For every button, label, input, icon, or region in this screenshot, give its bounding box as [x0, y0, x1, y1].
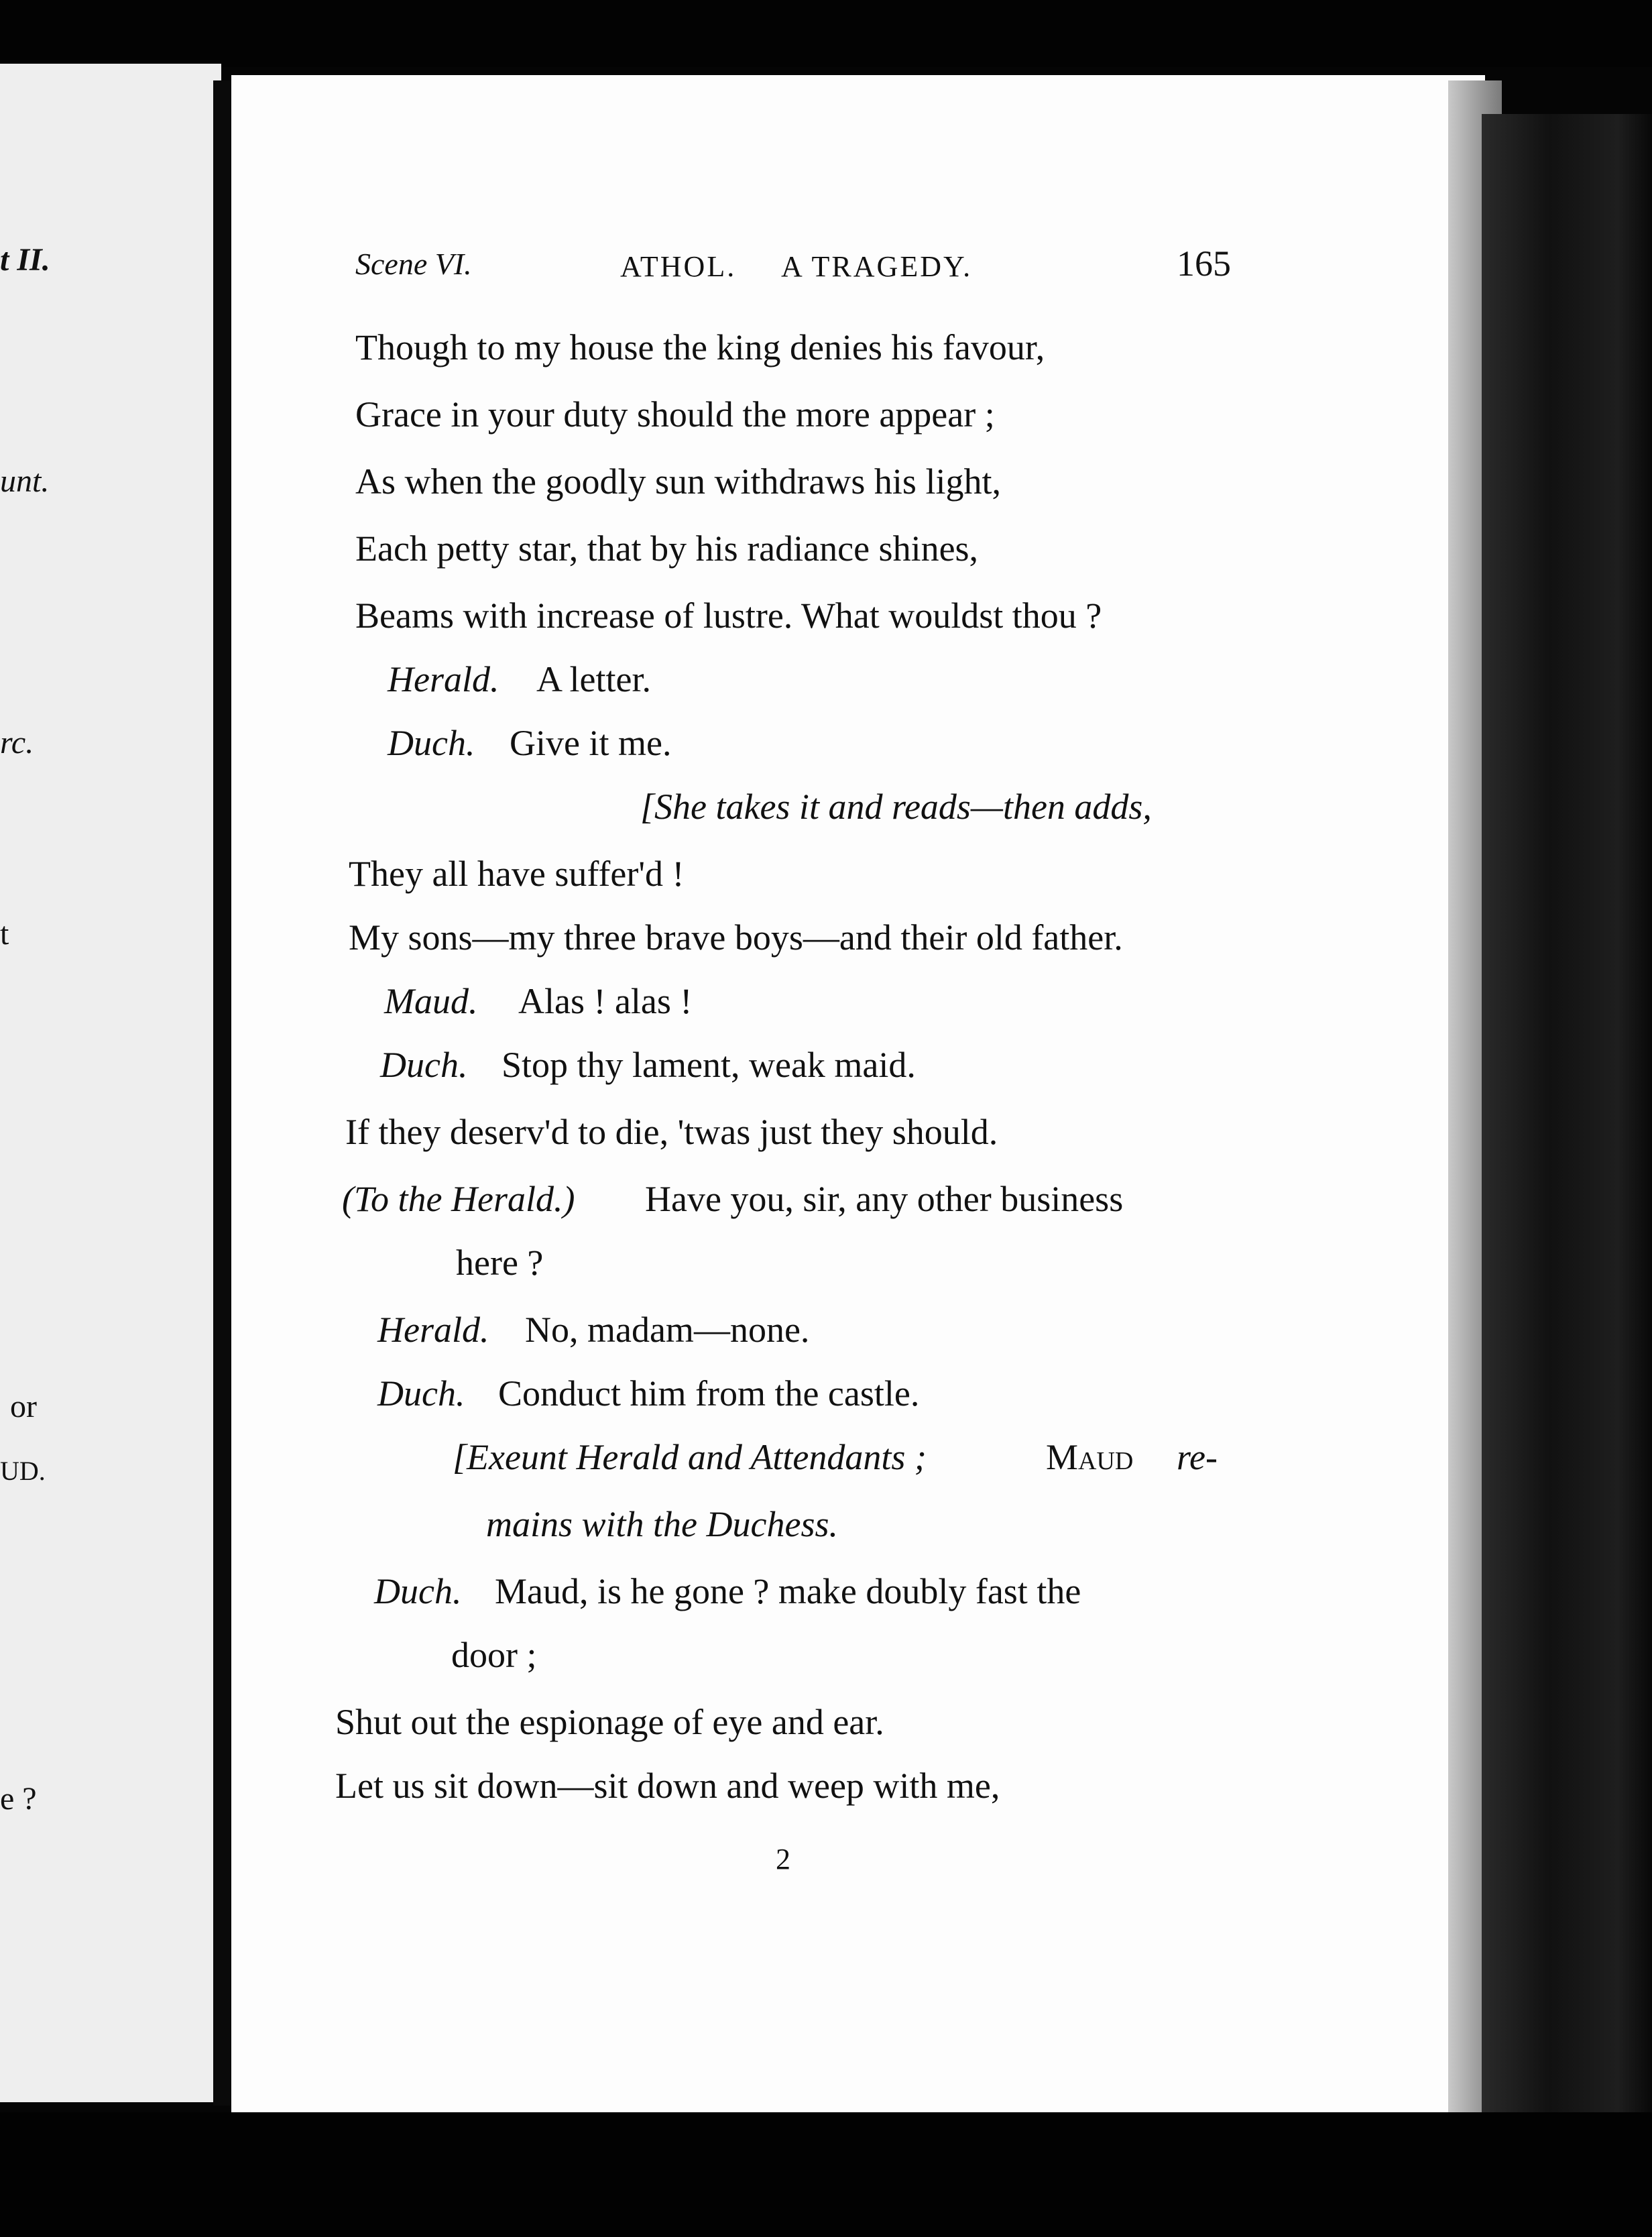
- margin-text: t II.: [0, 242, 50, 278]
- verse-line: If they deserv'd to die, 'twas just they should.: [345, 1112, 998, 1152]
- verse-line: Each petty star, that by his radiance shines,: [355, 528, 979, 569]
- speech-text: A letter.: [536, 659, 651, 699]
- page-number: 165: [1177, 243, 1231, 284]
- speech-text: No, madam—none.: [525, 1310, 810, 1350]
- speech-text: Alas ! alas !: [518, 981, 693, 1021]
- stage-direction: [Exeunt Herald and Attendants ;: [453, 1437, 927, 1477]
- verse-line: Beams with increase of lustre. What wouldst thou ?: [355, 595, 1102, 636]
- speaker-name: Herald.: [388, 659, 499, 699]
- speaker-name: Duch.: [380, 1045, 468, 1085]
- speech-text: Maud, is he gone ? make doubly fast the: [495, 1571, 1081, 1611]
- verse-line: They all have suffer'd !: [349, 854, 685, 894]
- header-subtitle: A TRAGEDY.: [781, 250, 973, 283]
- speaker-name: Duch.: [388, 723, 475, 763]
- stage-direction-name: Maud: [1046, 1437, 1134, 1477]
- verse-line: Shut out the espionage of eye and ear.: [335, 1702, 884, 1742]
- speaker-name: Duch.: [377, 1373, 465, 1414]
- scan-background-top: [0, 0, 1652, 67]
- header-scene: Scene VI.: [355, 247, 472, 281]
- margin-text: t: [0, 916, 9, 952]
- margin-text: or: [10, 1389, 37, 1424]
- margin-text: UD.: [0, 1456, 46, 1486]
- speaker-name: Maud.: [384, 981, 478, 1021]
- signature-mark: 2: [776, 1843, 790, 1876]
- speaker-name: Duch.: [374, 1571, 462, 1611]
- header-title: ATHOL.: [620, 250, 737, 283]
- verse-line: Grace in your duty should the more appear ;: [355, 394, 995, 435]
- speech-text: Conduct him from the castle.: [498, 1373, 920, 1414]
- verse-line: Have you, sir, any other business: [645, 1179, 1124, 1219]
- verse-line: My sons—my three brave boys—and their old father.: [349, 917, 1123, 958]
- verse-line: Though to my house the king denies his favour,: [355, 327, 1045, 367]
- verse-line-continuation: here ?: [456, 1243, 544, 1283]
- verse-line-continuation: door ;: [451, 1635, 537, 1675]
- book-page: [231, 75, 1485, 2114]
- margin-text: rc.: [0, 725, 34, 760]
- speech-text: Stop thy lament, weak maid.: [501, 1045, 916, 1085]
- scan-background-bottom: [0, 2112, 1652, 2237]
- stage-aside: (To the Herald.): [342, 1179, 575, 1219]
- margin-text: e ?: [0, 1781, 37, 1817]
- verse-line: Let us sit down—sit down and weep with me,: [335, 1766, 1000, 1806]
- stage-direction: re-: [1177, 1437, 1218, 1477]
- speech-text: Give it me.: [510, 723, 672, 763]
- stage-direction: mains with the Duchess.: [486, 1504, 838, 1544]
- book-fore-edge: [1482, 114, 1652, 2126]
- verse-line: As when the goodly sun withdraws his light,: [355, 461, 1001, 502]
- stage-direction: [She takes it and reads—then adds,: [640, 787, 1152, 827]
- speaker-name: Herald.: [377, 1310, 489, 1350]
- book-gutter: [213, 80, 233, 2106]
- margin-text: unt.: [0, 463, 50, 499]
- facing-page: [0, 64, 221, 2102]
